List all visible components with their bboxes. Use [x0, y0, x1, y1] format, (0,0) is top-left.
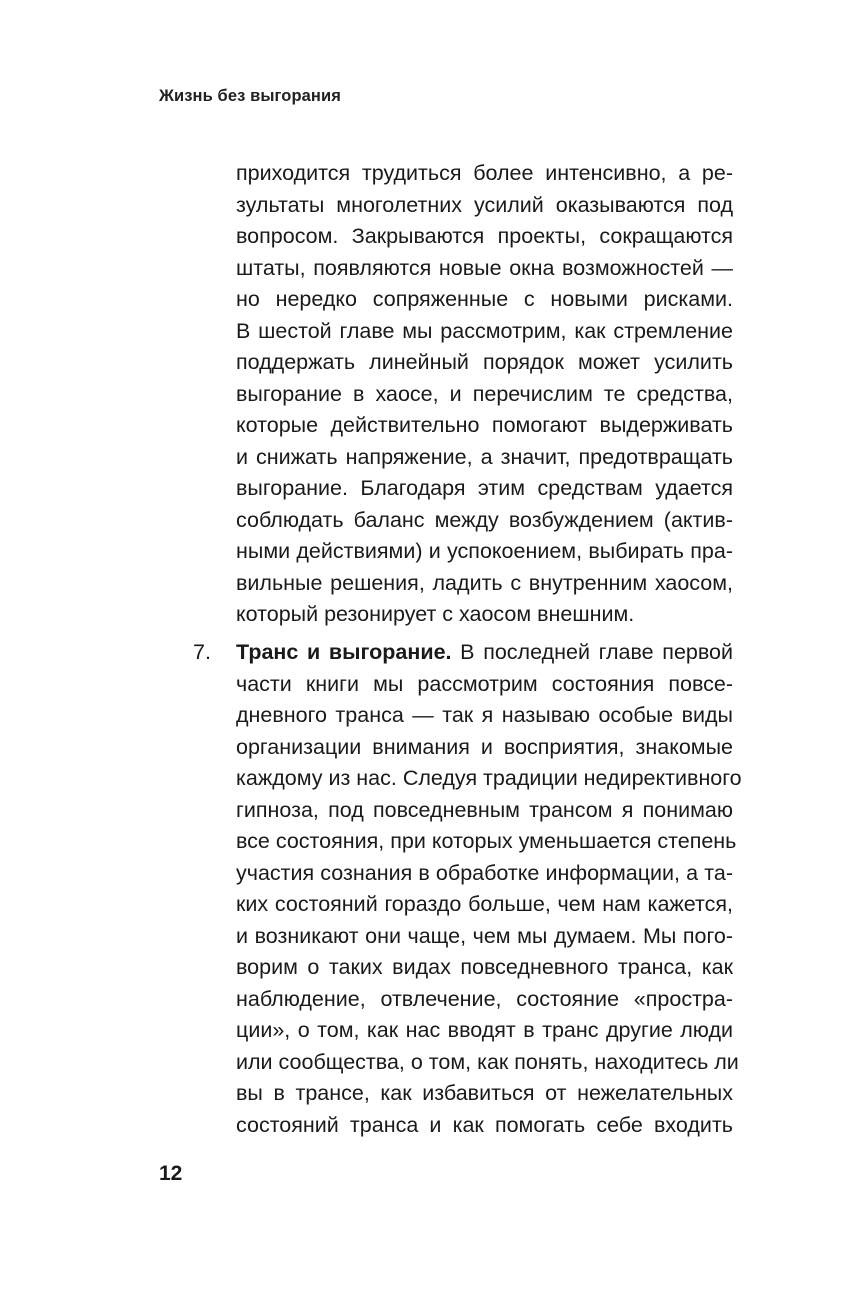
text-line	[236, 637, 733, 669]
text-line: или сообщества, о том, как понять, находитесь ли	[236, 1049, 739, 1074]
text-line: дневного транса — так я называю особые виды	[236, 703, 733, 727]
text-line: вильные решения, ладить с внутренним хаосом,	[236, 570, 733, 595]
text-line: выгорание. Благодаря этим средствам удается	[236, 476, 733, 500]
text-line: наблюдение, отвлечение, состояние «простра-	[236, 986, 733, 1011]
text-line: участия сознания в обработке информации, а та-	[236, 860, 733, 885]
text-line: В шестой главе мы рассмотрим, как стремление	[236, 318, 733, 343]
list-item-first-line: В последней главе первой	[451, 640, 733, 664]
text-line: соблюдать баланс между возбуждением (актив-	[236, 507, 733, 532]
text-line: организации внимания и восприятия, знакомые	[236, 734, 733, 759]
text-line: поддержать линейный порядок может усилить	[236, 350, 733, 374]
list-item-number: 7.	[193, 640, 211, 664]
text-line: и возникают они чаще, чем мы думаем. Мы пого-	[236, 923, 733, 948]
list-item-7	[236, 637, 742, 1141]
text-line: все состояния, при которых уменьшается степень	[236, 829, 737, 853]
continuation-paragraph	[236, 158, 733, 631]
text-line: каждому из нас. Следуя традиции недирективного	[236, 766, 742, 790]
text-line: которые действительно помогают выдерживать	[236, 413, 733, 437]
text-line: приходится трудиться более интенсивно, а ре-	[236, 161, 733, 185]
text-line: штаты, появляются новые окна возможностей —	[236, 255, 733, 280]
text-line: и снижать напряжение, а значит, предотвращать	[236, 444, 733, 469]
page-number: 12	[159, 1162, 183, 1185]
text-line: выгорание в хаосе, и перечислим те средства,	[236, 381, 733, 406]
text-line: вы в трансе, как избавиться от нежелательных	[236, 1081, 733, 1105]
text-line: ции», о том, как нас вводят в транс другие люди	[236, 1018, 733, 1042]
text-line: ворим о таких видах повседневного транса, как	[236, 955, 733, 979]
text-line: который резонирует с хаосом внешним.	[236, 602, 635, 626]
list-item-term: Транс и выгорание.	[236, 640, 452, 664]
text-line: ких состояний гораздо больше, чем нам кажется,	[236, 892, 733, 916]
text-line: состояний транса и как помогать себе входить	[236, 1112, 733, 1137]
text-line: части книги мы рассмотрим состояния повсе-	[236, 671, 733, 696]
text-line: но нередко сопряженные с новыми рисками.	[236, 287, 733, 311]
text-line: зультаты многолетних усилий оказываются под	[236, 192, 733, 217]
text-line: вопросом. Закрываются проекты, сокращаются	[236, 224, 733, 248]
running-header: Жизнь без выгорания	[159, 87, 341, 105]
text-line: гипноза, под повседневным трансом я понимаю	[236, 797, 733, 822]
text-line: ными действиями) и успокоением, выбирать пра-	[236, 539, 733, 563]
